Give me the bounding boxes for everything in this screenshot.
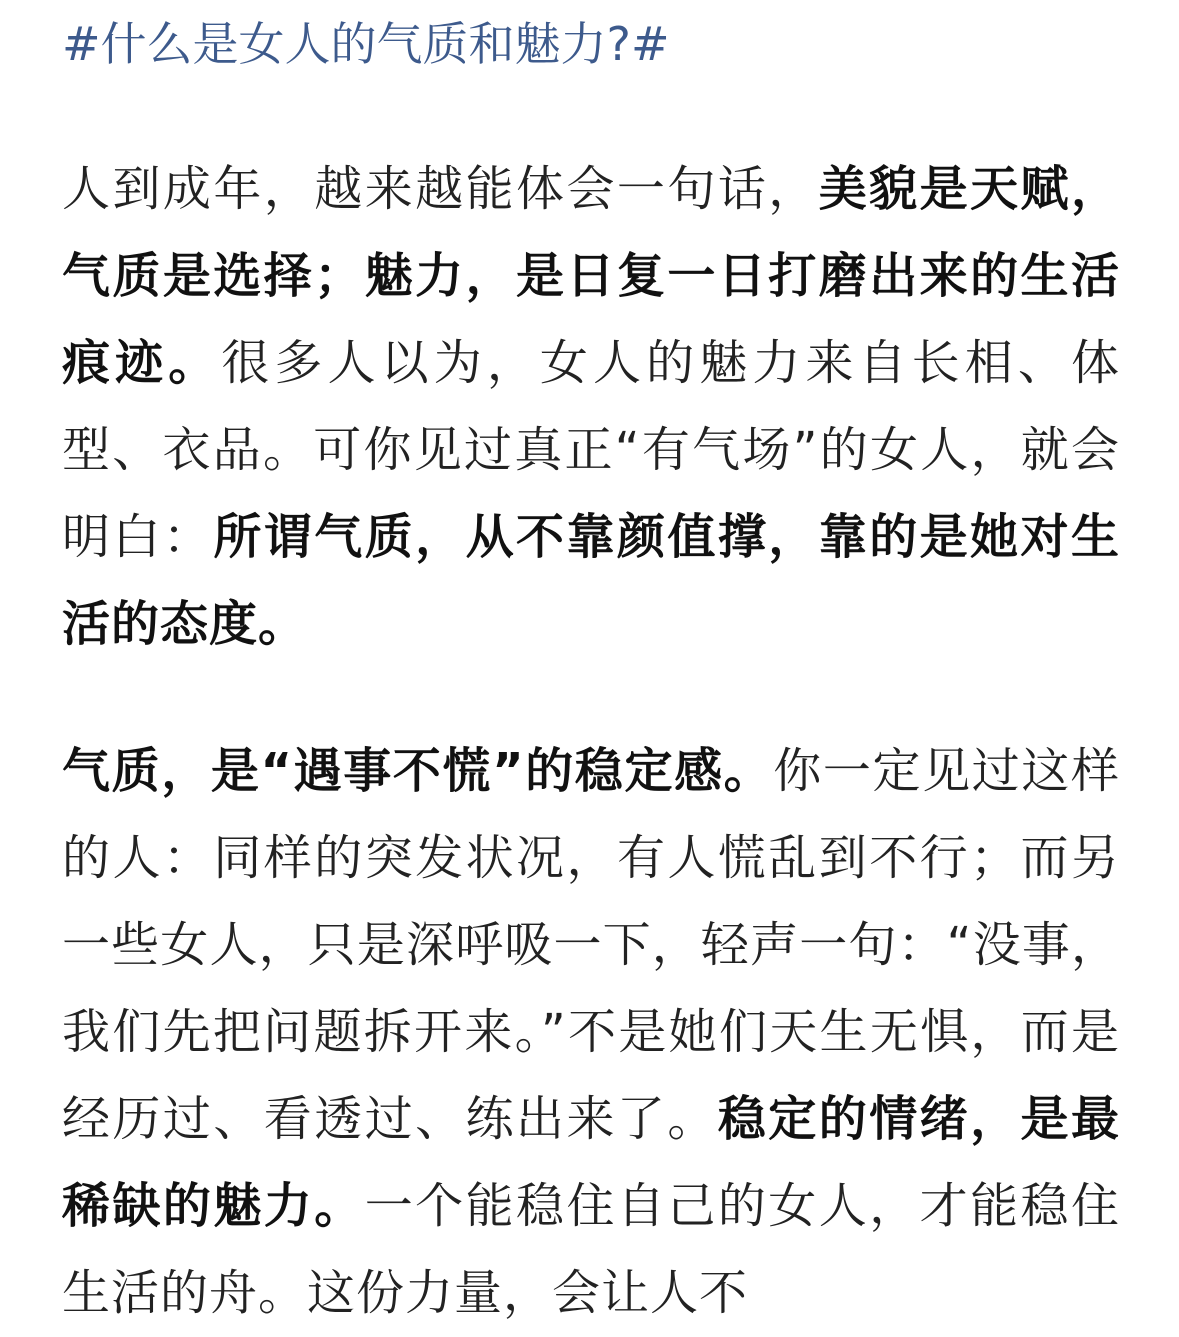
bold-text-segment: 所谓气质，从不靠颜值撑，靠的是她对生活的态度。 bbox=[62, 509, 1120, 652]
bold-text-segment: 稳定的情绪，是最稀缺的魅力。 bbox=[62, 1091, 1120, 1234]
post-body bbox=[62, 146, 1120, 1337]
bold-text-segment: 气质，是“遇事不慌”的稳定感。 bbox=[62, 743, 774, 799]
bold-text-segment: 美貌是天赋，气质是选择；魅力，是日复一日打磨出来的生活痕迹。 bbox=[62, 161, 1120, 391]
paragraph-intro bbox=[62, 146, 1120, 668]
text-segment: 你一定见过这样的人：同样的突发状况，有人慌乱到不行；而另一些女人，只是深呼吸一下，轻声一句：“没事，我们先把问题拆开来。”不是她们天生无惧，而是经历过、看透过、练出来了。 bbox=[62, 743, 1120, 1147]
text-segment: 一个能稳住自己的女人，才能稳住生活的舟。这份力量，会让人不 bbox=[62, 1178, 1120, 1321]
topic-hashtag-link[interactable]: #什么是女人的气质和魅力?# bbox=[62, 17, 670, 71]
text-segment: 人到成年，越来越能体会一句话， bbox=[62, 161, 819, 217]
paragraph-stability bbox=[62, 728, 1120, 1337]
text-segment: 很多人以为，女人的魅力来自长相、体型、衣品。可你见过真正“有气场”的女人，就会明白： bbox=[62, 335, 1120, 565]
